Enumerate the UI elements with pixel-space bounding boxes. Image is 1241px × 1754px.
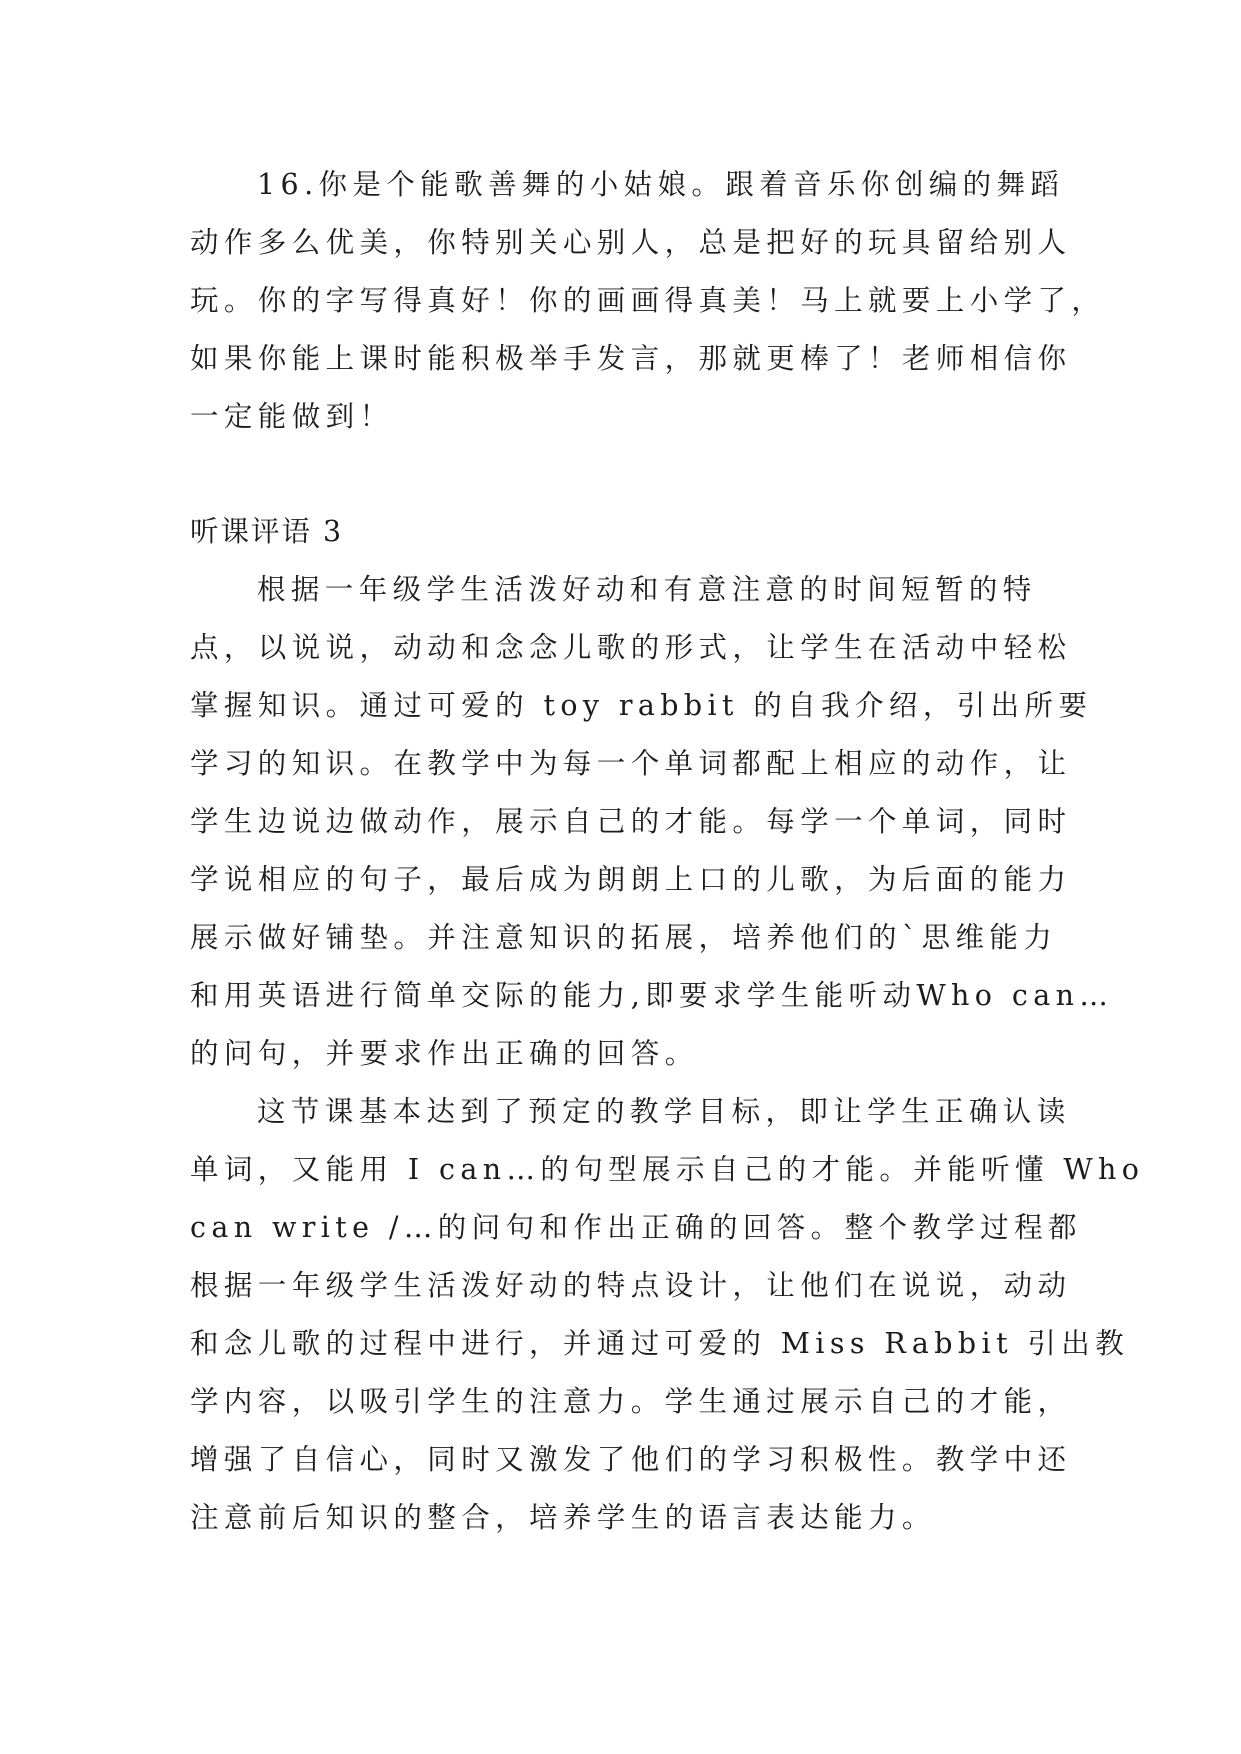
paragraph-line: 增强了自信心，同时又激发了他们的学习积极性。教学中还 [190, 1443, 1072, 1476]
section-heading: 听课评语 3 [190, 515, 344, 548]
paragraph-line: 学生边说边做动作，展示自己的才能。每学一个单词，同时 [190, 805, 1072, 838]
paragraph-line: 玩。你的字写得真好！你的画画得真美！马上就要上小学了， [190, 284, 1106, 317]
paragraph-line: 点，以说说，动动和念念儿歌的形式，让学生在活动中轻松 [190, 631, 1072, 664]
paragraph-line: 展示做好铺垫。并注意知识的拓展，培养他们的`思维能力 [190, 921, 1058, 954]
paragraph-line: 学内容，以吸引学生的注意力。学生通过展示自己的才能， [190, 1385, 1072, 1418]
paragraph-line: can write /…的问句和作出正确的回答。整个教学过程都 [190, 1211, 1082, 1244]
paragraph-line: 掌握知识。通过可爱的 toy rabbit 的自我介绍，引出所要 [190, 689, 1093, 722]
paragraph-line: 和用英语进行简单交际的能力,即要求学生能听动Who can… [190, 979, 1114, 1012]
paragraph-line: 根据一年级学生活泼好动和有意注意的时间短暂的特 [257, 573, 1037, 606]
paragraph-line: 这节课基本达到了预定的教学目标，即让学生正确认读 [257, 1095, 1071, 1128]
paragraph-line: 单词，又能用 I can…的句型展示自己的才能。并能听懂 Who [190, 1153, 1145, 1186]
paragraph-line: 和念儿歌的过程中进行，并通过可爱的 Miss Rabbit 引出教 [190, 1327, 1130, 1360]
paragraph-line: 如果你能上课时能积极举手发言，那就更棒了！老师相信你 [190, 342, 1072, 375]
paragraph-line: 注意前后知识的整合，培养学生的语言表达能力。 [190, 1501, 936, 1534]
paragraph-line: 学习的知识。在教学中为每一个单词都配上相应的动作，让 [190, 747, 1072, 780]
paragraph-line: 动作多么优美，你特别关心别人，总是把好的玩具留给别人 [190, 226, 1072, 259]
paragraph-line: 的问句，并要求作出正确的回答。 [190, 1037, 699, 1070]
paragraph-line: 学说相应的句子，最后成为朗朗上口的儿歌，为后面的能力 [190, 863, 1072, 896]
paragraph-line: 16.你是个能歌善舞的小姑娘。跟着音乐你创编的舞蹈 [257, 168, 1065, 201]
paragraph-line: 一定能做到！ [190, 400, 394, 433]
paragraph-line: 根据一年级学生活泼好动的特点设计，让他们在说说，动动 [190, 1269, 1072, 1302]
